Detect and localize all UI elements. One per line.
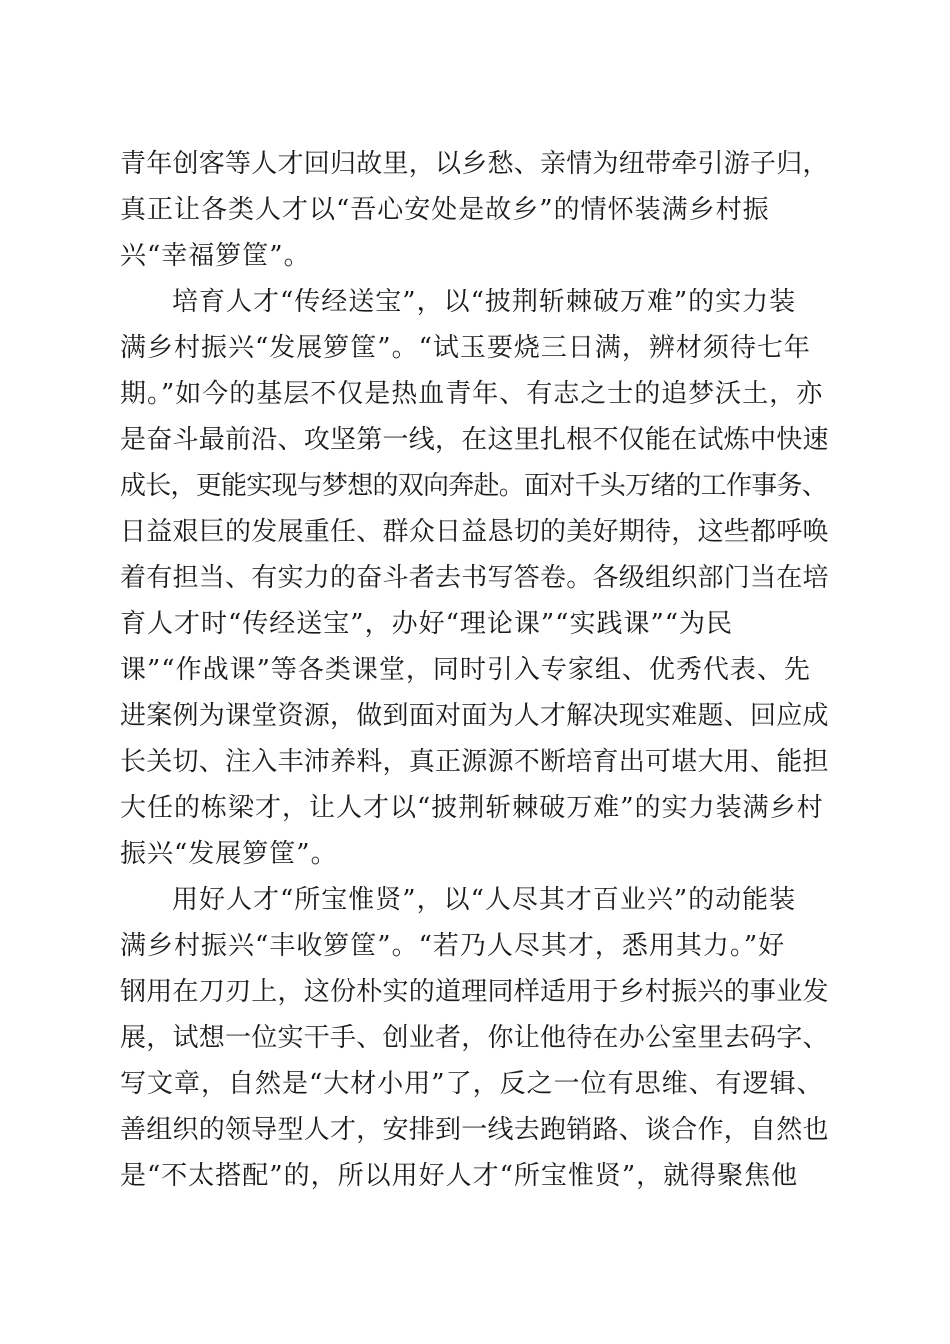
text-line: 课”“作战课”等各类课堂，同时引入专家组、优秀代表、先 — [120, 655, 811, 685]
text-line: 真正让各类人才以“吾心安处是故乡”的情怀装满乡村振 — [120, 195, 770, 225]
text-line: 进案例为课堂资源，做到面对面为人才解决现实难题、回应成 — [120, 701, 829, 731]
paragraph-start-line: 用好人才“所宝惟贤”，以“人尽其才百业兴”的动能装 — [172, 885, 797, 915]
text-line: 满乡村振兴“丰收箩筐”。“若乃人尽其才，悉用其力。”好 — [120, 931, 786, 961]
text-line: 写文章，自然是“大材小用”了，反之一位有思维、有逻辑、 — [120, 1069, 824, 1099]
text-line: 育人才时“传经送宝”，办好“理论课”“实践课”“为民 — [120, 609, 734, 639]
text-line: 是“不太搭配”的，所以用好人才“所宝惟贤”，就得聚焦他 — [120, 1161, 799, 1191]
text-line: 成长，更能实现与梦想的双向奔赴。面对千头万绪的工作事务、 — [120, 471, 828, 501]
text-line: 日益艰巨的发展重任、群众日益恳切的美好期待，这些都呼唤 — [120, 517, 829, 547]
text-line: 善组织的领导型人才，安排到一线去跑销路、谈合作，自然也 — [120, 1115, 829, 1145]
text-line: 满乡村振兴“发展箩筐”。“试玉要烧三日满，辨材须待七年 — [120, 333, 811, 363]
text-line: 是奋斗最前沿、攻坚第一线，在这里扎根不仅能在试炼中快速 — [120, 425, 829, 455]
text-line: 着有担当、有实力的奋斗者去书写答卷。各级组织部门当在培 — [120, 563, 829, 593]
text-line: 钢用在刀刃上，这份朴实的道理同样适用于乡村振兴的事业发 — [120, 977, 829, 1007]
text-line: 大任的栋梁才，让人才以“披荆斩棘破万难”的实力装满乡村 — [120, 793, 824, 823]
paragraph-start-line: 培育人才“传经送宝”，以“披荆斩棘破万难”的实力装 — [172, 287, 797, 317]
text-line: 青年创客等人才回归故里，以乡愁、亲情为纽带牵引游子归， — [120, 149, 829, 179]
text-line: 期。”如今的基层不仅是热血青年、有志之士的追梦沃土，亦 — [120, 379, 824, 409]
text-line: 展，试想一位实干手、创业者，你让他待在办公室里去码字、 — [120, 1023, 829, 1053]
text-line: 兴“幸福箩筐”。 — [120, 241, 311, 271]
text-line: 振兴“发展箩筐”。 — [120, 839, 338, 869]
text-line: 长关切、注入丰沛养料，真正源源不断培育出可堪大用、能担 — [120, 747, 829, 777]
